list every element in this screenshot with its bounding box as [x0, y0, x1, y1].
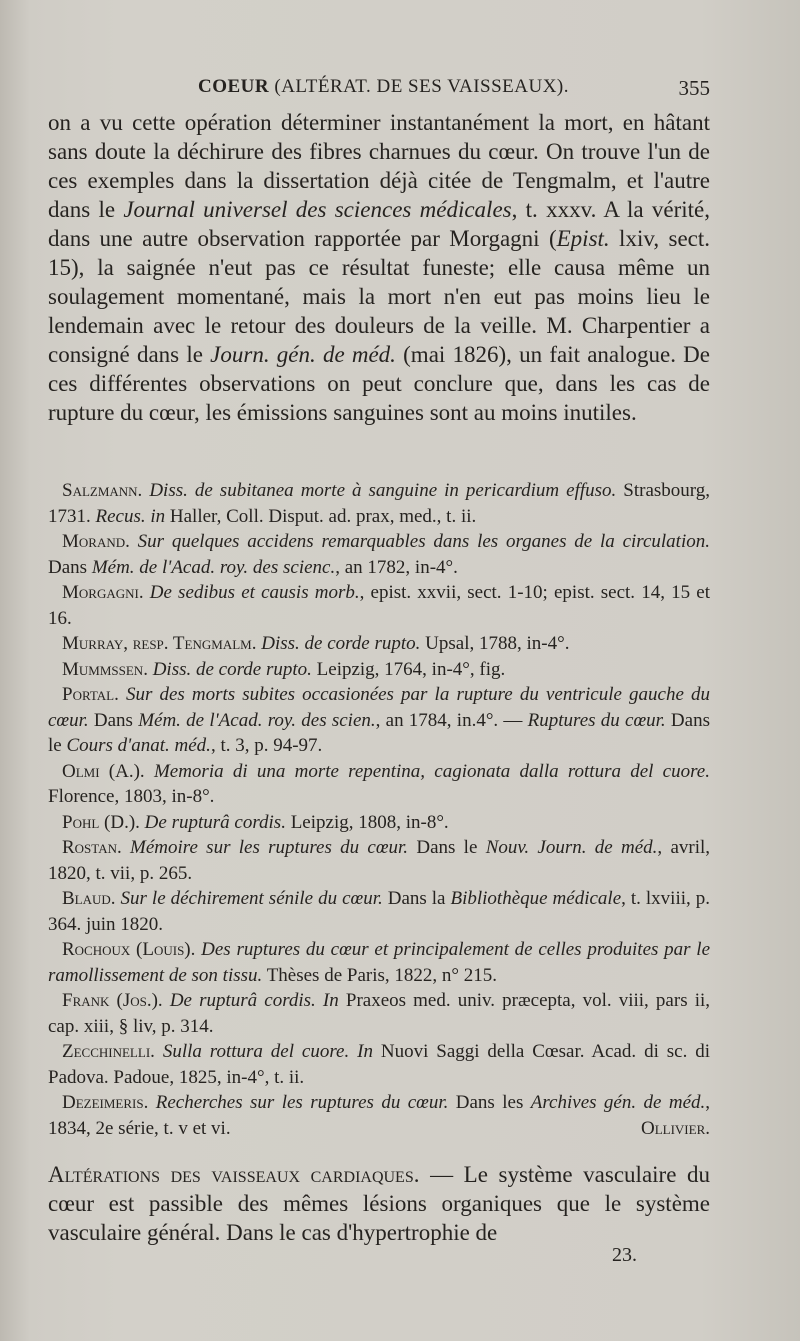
bibliography-entry — [48, 580, 710, 631]
ref-text: , an 1784, in.4°. — — [375, 709, 528, 731]
section-paragraph — [48, 1160, 710, 1247]
bibliography-entry — [48, 478, 710, 529]
ref-title: De rupturâ cordis. In — [169, 990, 339, 1011]
ref-author: Dezeimeris. — [62, 1092, 149, 1113]
ref-title: Diss. de subitanea morte à sanguine in pericardium effuso. — [149, 480, 617, 501]
bibliography — [48, 478, 710, 1141]
ref-title: Des ruptures du cœur et principalement de celles produites par le ramollissement de son tissu. — [48, 939, 711, 986]
ref-author: Pohl (D.). — [62, 811, 140, 833]
journal-title: Journ. gén. de méd. — [210, 342, 396, 367]
ref-text: Praxeos med. univ. præcepta, vol. viii, pars ii, cap. xiii, § liv, p. 314. — [48, 990, 711, 1037]
bibliography-entry — [48, 835, 710, 886]
bibliography-entry — [48, 759, 710, 810]
ref-text: Haller, Coll. Disput. ad. prax, med., t. ii. — [165, 505, 477, 527]
running-title — [198, 76, 569, 98]
bibliography-entry — [48, 1039, 710, 1090]
ref-author: Salzmann. — [62, 480, 143, 501]
ref-text: Leipzig, 1764, in-4°, fig. — [311, 658, 506, 680]
ref-text: Nuovi Saggi della Cœsar. Acad. di sc. di Padova. Padoue, 1825, in-4°, t. ii. — [48, 1041, 711, 1088]
bibliography-entry — [48, 886, 710, 937]
ref-title: Diss. de corde rupto. — [152, 658, 312, 680]
ref-title: Recherches sur les ruptures du cœur. — [155, 1092, 449, 1113]
ref-title: Mém. de l'Acad. roy. des scien. — [138, 709, 376, 731]
ref-text: Dans les — [448, 1092, 531, 1113]
ref-title: Bibliothèque médicale — [450, 888, 622, 909]
ref-title: Sur le déchirement sénile du cœur. — [120, 888, 383, 909]
ref-author: Rostan. — [62, 837, 122, 858]
ref-text: Dans — [88, 709, 139, 731]
ref-title: Sur des morts subites occasionées par la rupture du ventricule gauche du cœur. — [48, 684, 710, 731]
ref-author: Blaud. — [62, 888, 116, 909]
ref-author: Morand. — [62, 531, 130, 552]
running-title-rest: (ALTÉRAT. DE SES VAISSEAUX). — [269, 76, 570, 97]
ref-title: Nouv. Journ. de méd. — [485, 837, 658, 858]
ref-title: De sedibus et causis morb. — [149, 582, 360, 603]
ref-author: Rochoux (Louis). — [62, 939, 196, 960]
ref-title: Sur quelques accidens remarquables dans les organes de la circulation. — [137, 531, 710, 552]
text-run: on a vu cette opération déterminer instantanément la mort, en hâtant sans doute la déchirure des fibres charnues du cœur. On trouve l'un de ces exemples dans la dissertation déjà citée de Tengmalm, et l'autre dans le — [48, 110, 710, 222]
ref-title: Mém. de l'Acad. roy. des scienc. — [91, 556, 336, 578]
ref-text: Thèses de Paris, 1822, n° 215. — [262, 964, 497, 986]
ref-title: Sulla rottura del cuore. In — [162, 1041, 373, 1062]
text-run: (mai 1826), un fait analogue. De ces différentes observations on peut conclure que, dans les cas de rupture du cœur, les émissions sanguines sont au moins inutiles. — [48, 342, 710, 425]
ref-title: Diss. de corde rupto. — [261, 633, 421, 654]
ref-text: Dans — [48, 556, 92, 578]
running-title-keyword: COEUR — [198, 76, 270, 97]
ref-text: , t. lxviii, p. 364. juin 1820. — [48, 888, 710, 935]
page-number: 355 — [678, 76, 710, 100]
heading-dash: — — [419, 1162, 464, 1187]
ref-text: , t. 3, p. 94-97. — [210, 735, 323, 756]
ref-text: , an 1782, in-4°. — [335, 556, 458, 578]
ref-author: Mummssen. — [62, 658, 148, 680]
ref-author: Frank (Jos.). — [62, 990, 163, 1011]
running-head — [48, 76, 710, 104]
ref-text: Florence, 1803, in-8°. — [48, 786, 215, 807]
text-run: , t. xxxv. A la vérité, dans une autre observation rapportée par Morgagni ( — [48, 197, 710, 251]
ref-author: Portal. — [62, 684, 119, 705]
ref-title: Recus. in — [95, 505, 166, 527]
ref-author: Morgagni. — [62, 582, 144, 603]
ref-author: Murray, resp. Tengmalm. — [62, 633, 257, 654]
ref-text: Strasbourg, 1731. — [48, 480, 711, 527]
ref-text: , avril, 1820, t. vii, p. 265. — [48, 837, 711, 884]
text-run: lxiv, sect. 15), la saignée n'eut pas ce résultat funeste; elle causa même un soulagement momentané, mais la mort n'en eut pas moins lieu le lendemain avec le retour des douleurs de la veille. M. Charpentier a consigné dans le — [48, 226, 711, 367]
ref-author: Olmi (A.). — [62, 760, 145, 782]
ref-title: De rupturâ cordis. — [144, 811, 286, 833]
bibliography-entry — [48, 682, 710, 759]
main-paragraph — [48, 108, 710, 427]
bibliography-entry — [48, 529, 710, 580]
journal-title: Journal universel des sciences médicales — [123, 197, 512, 222]
bibliography-entry — [48, 810, 710, 836]
ref-text: Leipzig, 1808, in-8°. — [285, 811, 449, 833]
citation-title: Epist. — [556, 226, 610, 251]
ref-title: Cours d'anat. méd. — [66, 735, 211, 756]
ref-text: Upsal, 1788, in-4°. — [420, 633, 570, 654]
ref-text: , epist. xxvii, sect. 1-10; epist. sect. 14, 15 et 16. — [48, 582, 710, 629]
ref-text: Dans le — [408, 837, 486, 858]
section-text: Le système vasculaire du cœur est passible des mêmes lésions organiques que le système vasculaire général. Dans le cas d'hypertrophie de — [48, 1162, 710, 1245]
ref-text: Dans la — [382, 888, 451, 909]
ref-title: Memoria di una morte repentina, cagionata dalla rottura del cuore. — [153, 760, 710, 782]
signature-mark: 23. — [612, 1244, 637, 1266]
bibliography-entry — [48, 631, 710, 657]
section-heading: Altérations des vaisseaux cardiaques. — [48, 1162, 420, 1187]
author-signature: Ollivier. — [640, 1117, 710, 1139]
ref-title: Mémoire sur les ruptures du cœur. — [130, 837, 409, 858]
ref-title: Archives gén. de méd. — [530, 1092, 706, 1113]
ref-author: Zecchinelli. — [62, 1041, 155, 1062]
ref-title: Ruptures du cœur. — [527, 709, 666, 731]
bibliography-entry — [48, 988, 710, 1039]
bibliography-entry — [48, 657, 710, 683]
ref-text: Dans le — [48, 709, 710, 756]
ref-text: , 1834, 2e série, t. v et vi. — [48, 1092, 710, 1139]
bibliography-entry — [48, 937, 710, 988]
